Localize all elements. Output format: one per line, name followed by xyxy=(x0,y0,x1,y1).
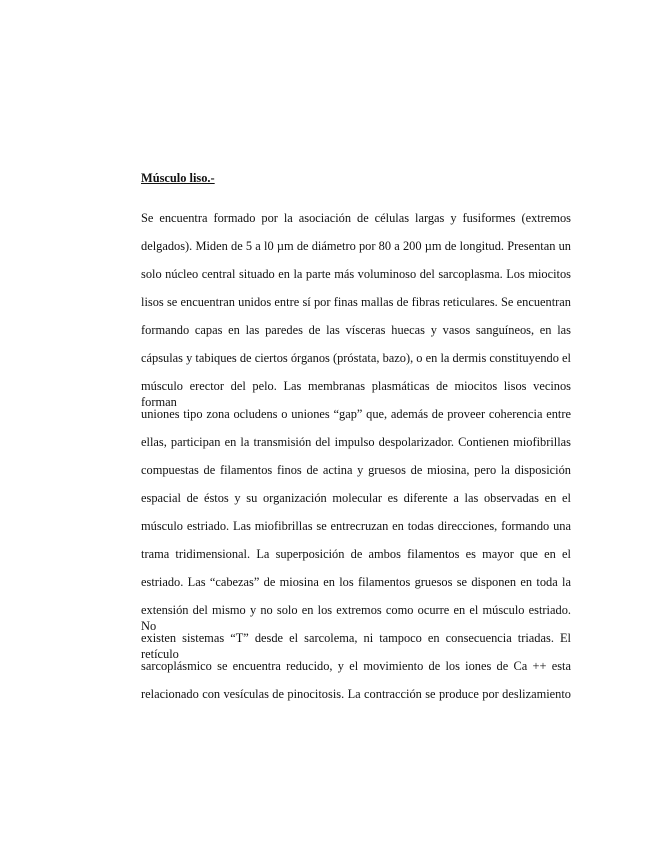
paragraph-line: músculo erector del pelo. Las membranas plasmáticas de miocitos lisos vecinos forman xyxy=(141,379,571,409)
paragraph-line: extensión del mismo y no solo en los extremos como ocurre en el músculo estriado. No xyxy=(141,603,571,633)
paragraph-line: cápsulas y tabiques de ciertos órganos (próstata, bazo), o en la dermis constituyendo el xyxy=(141,351,571,365)
paragraph-line: uniones tipo zona ocludens o uniones “gap” que, además de proveer coherencia entre xyxy=(141,407,571,421)
paragraph-line: existen sistemas “T” desde el sarcolema, ni tampoco en consecuencia triadas. El retículo xyxy=(141,631,571,661)
paragraph-line: formando capas en las paredes de las vísceras huecas y vasos sanguíneos, en las xyxy=(141,323,571,337)
paragraph-line: espacial de éstos y su organización molecular es diferente a las observadas en el xyxy=(141,491,571,505)
paragraph-line: sarcoplásmico se encuentra reducido, y el movimiento de los iones de Ca ++ esta xyxy=(141,659,571,673)
paragraph-line: lisos se encuentran unidos entre sí por finas mallas de fibras reticulares. Se encuentran xyxy=(141,295,571,309)
paragraph-line: relacionado con vesículas de pinocitosis. La contracción se produce por deslizamiento xyxy=(141,687,571,701)
paragraph-line: compuestas de filamentos finos de actina y gruesos de miosina, pero la disposición xyxy=(141,463,571,477)
paragraph-line: ellas, participan en la transmisión del impulso despolarizador. Contienen miofibrillas xyxy=(141,435,571,449)
paragraph-line: estriado. Las “cabezas” de miosina en los filamentos gruesos se disponen en toda la xyxy=(141,575,571,589)
paragraph-line: Se encuentra formado por la asociación de células largas y fusiformes (extremos xyxy=(141,211,571,225)
section-heading: Músculo liso.- xyxy=(141,171,215,185)
paragraph-line: músculo estriado. Las miofibrillas se entrecruzan en todas direcciones, formando una xyxy=(141,519,571,533)
paragraph-line: solo núcleo central situado en la parte más voluminoso del sarcoplasma. Los miocitos xyxy=(141,267,571,281)
paragraph-line: trama tridimensional. La superposición de ambos filamentos es mayor que en el xyxy=(141,547,571,561)
paragraph-line: delgados). Miden de 5 a l0 µm de diámetro por 80 a 200 µm de longitud. Presentan un xyxy=(141,239,571,253)
